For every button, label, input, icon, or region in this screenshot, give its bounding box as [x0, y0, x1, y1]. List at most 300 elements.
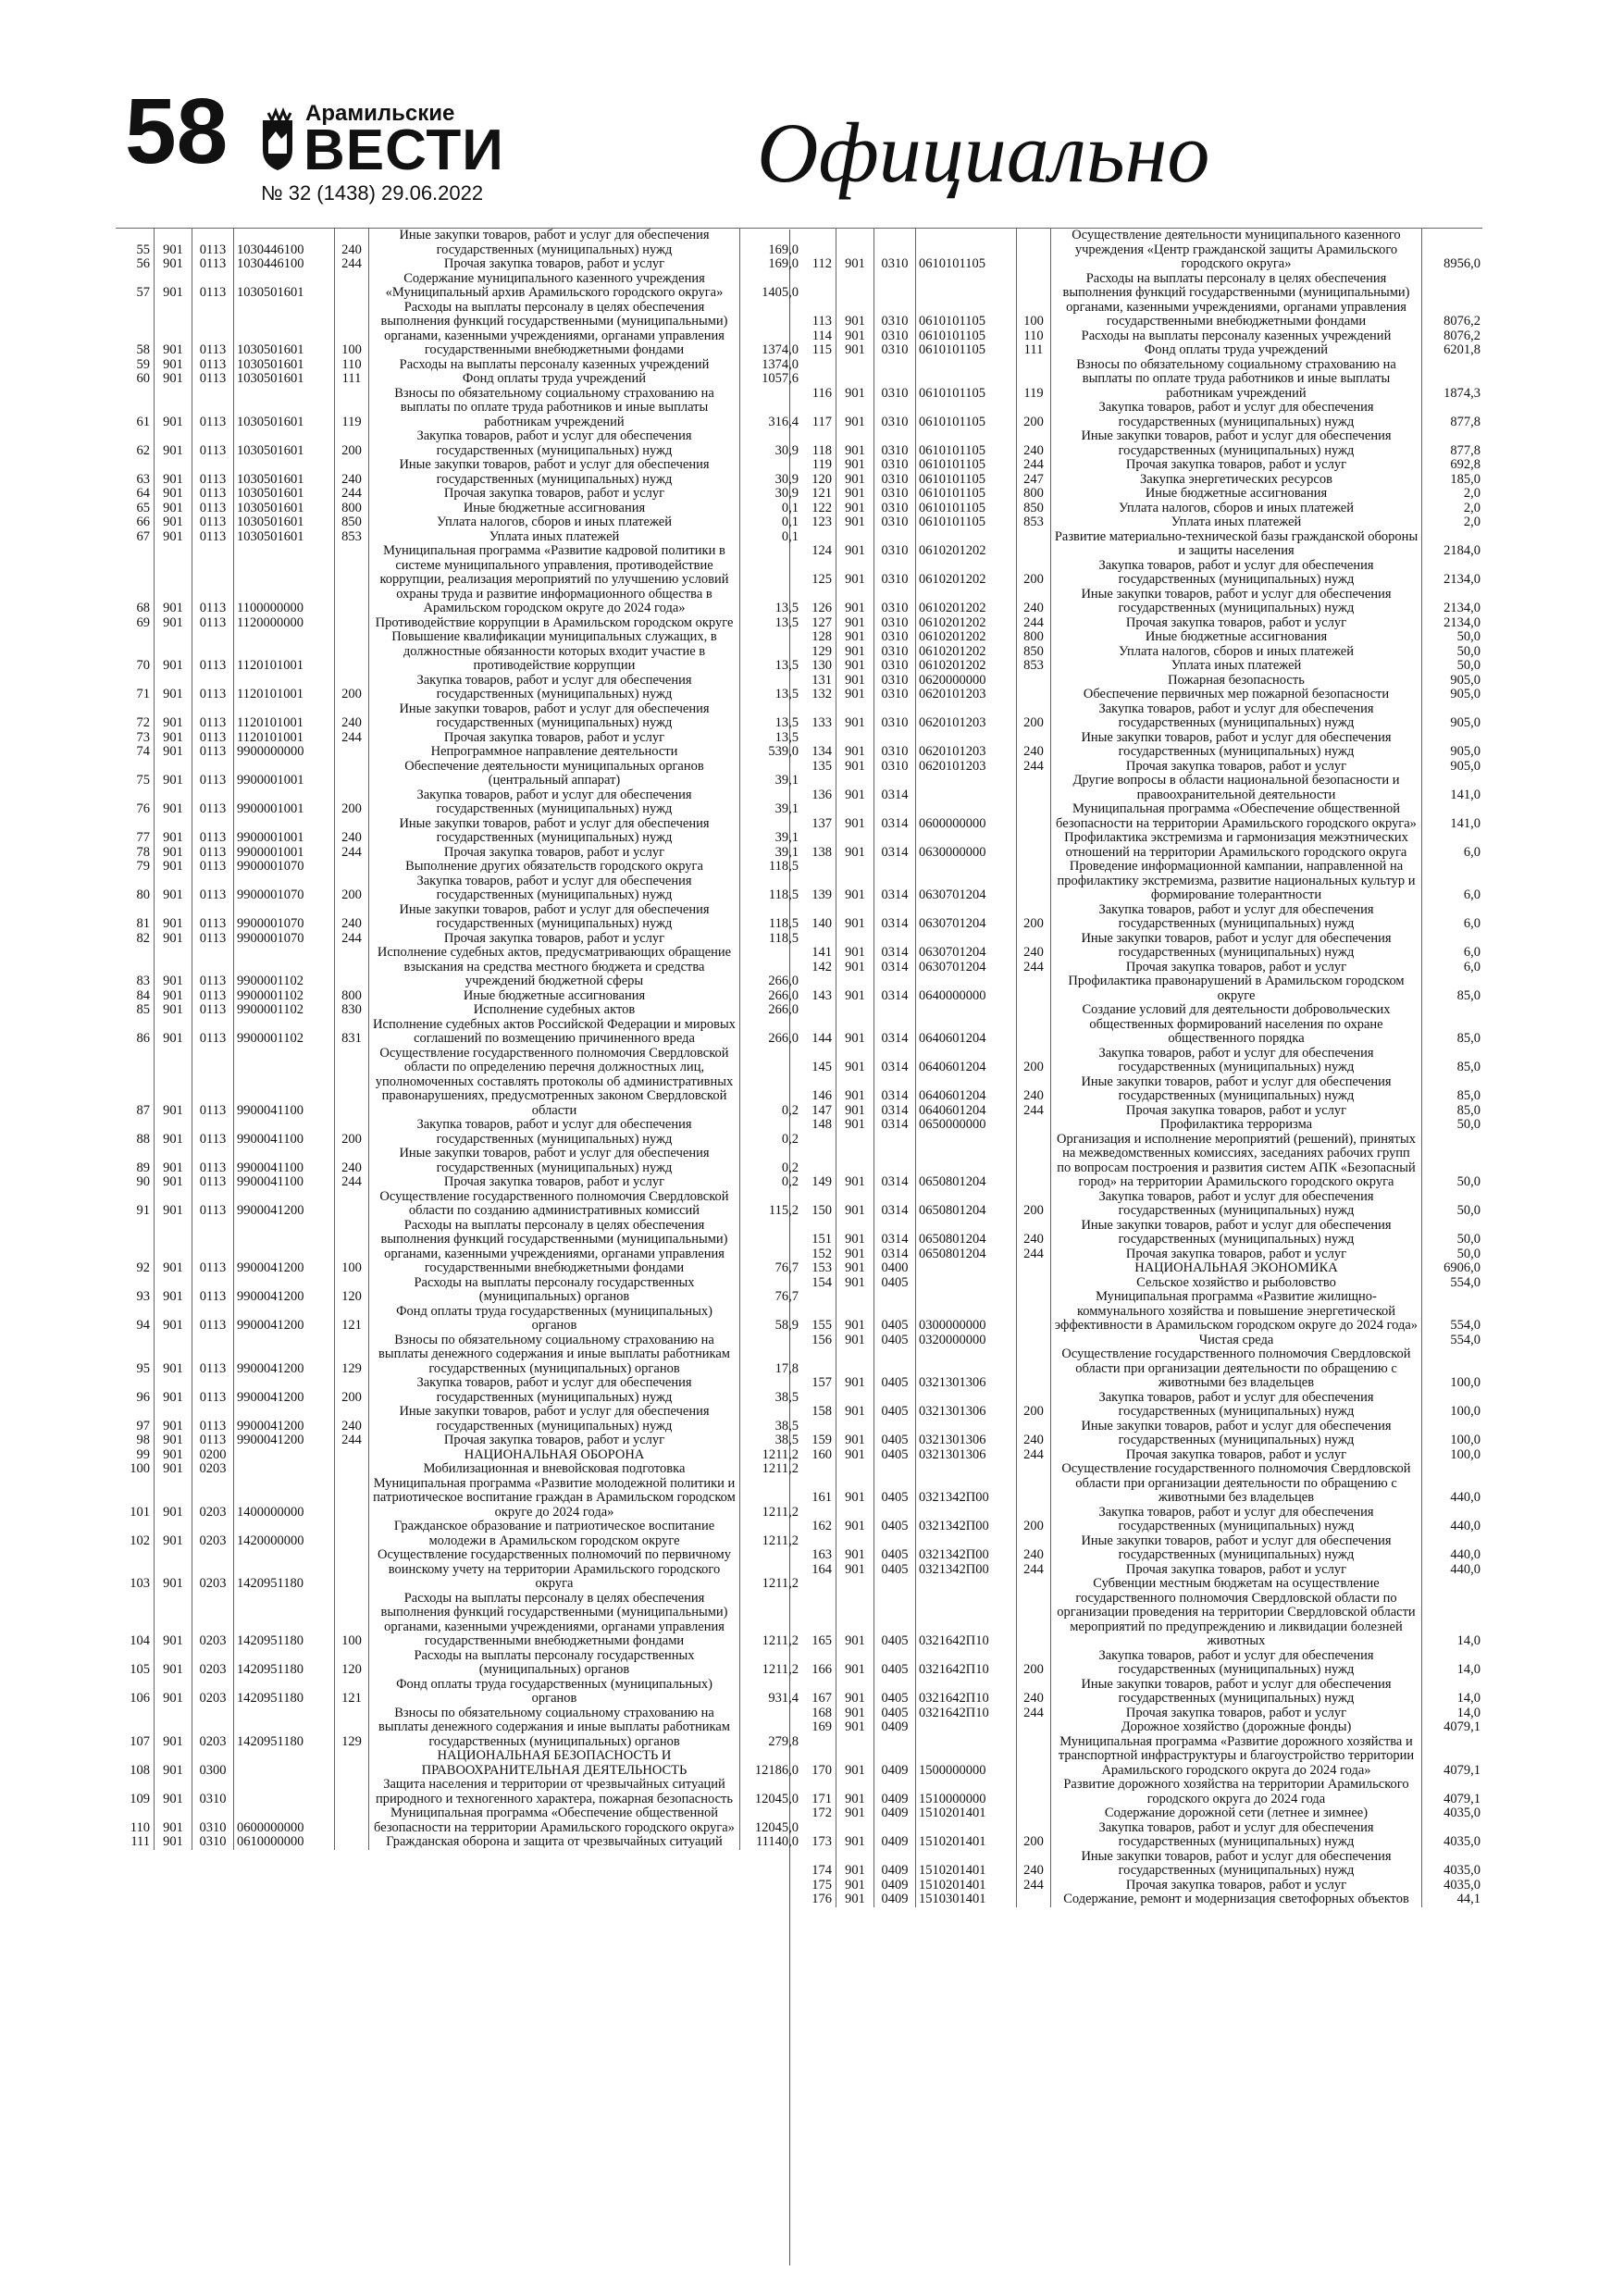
description: Иные закупки товаров, работ и услуг для обеспечения государственных (муниципальных) нужд: [369, 702, 740, 731]
target-code: 0610101105: [916, 343, 1017, 358]
section-code: 0310: [874, 487, 916, 502]
table-row: [798, 1563, 1482, 1578]
description: Сельское хозяйство и рыболовство: [1051, 1276, 1422, 1291]
admin-code: 901: [155, 745, 192, 760]
admin-code: 901: [836, 860, 874, 903]
admin-code: 901: [155, 1649, 192, 1678]
row-number: 124: [812, 543, 832, 558]
table-row: [116, 1806, 800, 1835]
admin-code: 901: [836, 502, 874, 516]
target-code: 0610101105: [916, 229, 1017, 272]
section-code: 0113: [192, 1147, 234, 1175]
row-number: 57: [136, 285, 150, 300]
admin-code: 901: [155, 1175, 192, 1190]
table-row: [798, 1247, 1482, 1262]
table-row: [798, 831, 1482, 860]
admin-code: 901: [155, 1003, 192, 1018]
expense-type-code: 244: [1017, 616, 1051, 631]
description: Прочая закупка товаров, работ и услуг: [369, 932, 740, 947]
admin-code: 901: [836, 702, 874, 731]
table-row: [798, 515, 1482, 530]
row-number: 60: [136, 371, 150, 386]
row-number: 111: [130, 1834, 150, 1849]
amount: 185,0: [1422, 473, 1483, 488]
section-code: 0310: [874, 559, 916, 588]
target-code: 1420951180: [234, 1548, 335, 1592]
row-number: 104: [130, 1633, 150, 1648]
amount: 11140,0: [740, 1835, 801, 1850]
target-code: 1120000000: [234, 616, 335, 631]
target-code: 0650801204: [916, 1247, 1017, 1262]
admin-code: 901: [836, 1448, 874, 1463]
admin-code: 901: [155, 1118, 192, 1147]
admin-code: 901: [155, 515, 192, 530]
admin-code: 901: [836, 1420, 874, 1448]
admin-code: 901: [836, 1893, 874, 1907]
expense-type-code: 850: [1017, 502, 1051, 516]
description: Иные бюджетные ассигнования: [369, 502, 740, 516]
row-number: 158: [812, 1404, 832, 1419]
admin-code: 901: [155, 616, 192, 631]
description: Иные закупки товаров, работ и услуг для обеспечения государственных (муниципальных) нужд: [1051, 1678, 1422, 1706]
target-code: 0321642П10: [916, 1577, 1017, 1649]
admin-code: 901: [836, 473, 874, 488]
amount: 50,0: [1422, 630, 1483, 645]
admin-code: 901: [836, 1879, 874, 1893]
description: Закупка товаров, работ и услуг для обеспечения государственных (муниципальных) нужд: [1051, 1506, 1422, 1534]
admin-code: 901: [836, 831, 874, 860]
expense-type-code: 200: [1017, 702, 1051, 731]
description: Исполнение судебных актов, предусматривающих обращение взыскания на средства местного бюджета и средства учреждений бюджетной сферы: [369, 946, 740, 989]
admin-code: 901: [155, 1592, 192, 1649]
admin-code: 901: [155, 1147, 192, 1175]
target-code: 1510201401: [916, 1879, 1017, 1893]
row-number: 72: [136, 715, 150, 730]
row-number: 156: [812, 1332, 832, 1347]
row-number: 161: [812, 1490, 832, 1505]
row-number: 99: [136, 1446, 150, 1462]
section-code: 0113: [192, 1219, 234, 1276]
amount: 2134,0: [1422, 588, 1483, 616]
admin-code: 901: [155, 674, 192, 702]
amount: 0,2: [740, 1118, 801, 1147]
section-code: 0310: [874, 473, 916, 488]
expense-type-code: [1017, 974, 1051, 1003]
amount: 58,9: [740, 1305, 801, 1334]
amount: 6,0: [1422, 831, 1483, 860]
amount: 1211,2: [740, 1649, 801, 1678]
section-code: 0113: [192, 903, 234, 932]
row-number: 144: [812, 1031, 832, 1046]
row-number: 69: [136, 614, 150, 630]
target-code: 9900001102: [234, 989, 335, 1004]
description: Муниципальная программа «Развитие дорожного хозяйства и транспортной инфраструктуры и благоустройство территории Арамильского городского округа до 2024 года»: [1051, 1735, 1422, 1779]
table-row: [116, 745, 800, 760]
expense-type-code: [335, 1749, 369, 1778]
row-number: 113: [812, 314, 832, 329]
amount: 38,5: [740, 1405, 801, 1433]
row-number: 75: [136, 773, 150, 788]
section-code: 0314: [874, 1003, 916, 1047]
amount: 13,5: [740, 674, 801, 702]
target-code: 0610201202: [916, 659, 1017, 674]
target-code: 0610101105: [916, 272, 1017, 329]
expense-type-code: 240: [335, 229, 369, 258]
amount: 266,0: [740, 989, 801, 1004]
table-row: [798, 1678, 1482, 1706]
row-number: 114: [812, 328, 832, 343]
row-number: 163: [812, 1547, 832, 1562]
admin-code: 901: [836, 487, 874, 502]
description: Иные закупки товаров, работ и услуг для обеспечения государственных (муниципальных) нужд: [1051, 1850, 1422, 1879]
target-code: 1420951180: [234, 1649, 335, 1678]
row-number: 136: [812, 787, 832, 802]
section-code: 0310: [874, 616, 916, 631]
expense-type-code: 240: [1017, 1075, 1051, 1104]
section-code: 0113: [192, 1003, 234, 1018]
target-code: [234, 1448, 335, 1463]
table-row: [798, 1448, 1482, 1463]
admin-code: 901: [836, 659, 874, 674]
row-number: 141: [812, 945, 832, 960]
target-code: 0321301306: [916, 1448, 1017, 1463]
description: Прочая закупка товаров, работ и услуг: [1051, 1563, 1422, 1578]
admin-code: 901: [836, 932, 874, 961]
amount: 2134,0: [1422, 559, 1483, 588]
row-number: 84: [136, 987, 150, 1003]
expense-type-code: 240: [1017, 1219, 1051, 1247]
description: Закупка товаров, работ и услуг для обеспечения государственных (муниципальных) нужд: [369, 788, 740, 817]
expense-type-code: 244: [335, 487, 369, 502]
section-code: 0405: [874, 1678, 916, 1706]
section-code: 0310: [192, 1806, 234, 1835]
expense-type-code: [1017, 674, 1051, 689]
expense-type-code: 121: [335, 1678, 369, 1706]
description: Расходы на выплаты персоналу в целях обеспечения выполнения функций государственными (муниципальными) органами, казенными учреждениями, органами управления государственными внебюджетными фондами: [369, 1219, 740, 1276]
row-number: 68: [136, 601, 150, 615]
table-row: [798, 1879, 1482, 1893]
row-number: 98: [136, 1433, 150, 1447]
section-code: 0113: [192, 846, 234, 861]
amount: 316,4: [740, 387, 801, 430]
section-code: 0113: [192, 544, 234, 616]
table-row: [116, 875, 800, 903]
description: НАЦИОНАЛЬНАЯ ОБОРОНА: [369, 1448, 740, 1463]
expense-type-code: 129: [335, 1334, 369, 1377]
section-code: 0405: [874, 1334, 916, 1348]
admin-code: 901: [836, 429, 874, 458]
section-code: 0405: [874, 1577, 916, 1649]
admin-code: 901: [836, 401, 874, 429]
description: Уплата налогов, сборов и иных платежей: [369, 515, 740, 530]
target-code: 0321642П10: [916, 1649, 1017, 1678]
expense-type-code: 800: [335, 989, 369, 1004]
description: Закупка товаров, работ и услуг для обеспечения государственных (муниципальных) нужд: [369, 1376, 740, 1405]
section-code: 0314: [874, 774, 916, 802]
expense-type-code: 120: [335, 1276, 369, 1305]
section-code: 0113: [192, 1276, 234, 1305]
section-code: 0314: [874, 974, 916, 1003]
section-code: 0405: [874, 1534, 916, 1563]
section-code: 0310: [874, 272, 916, 329]
section-code: 0203: [192, 1706, 234, 1750]
expense-type-code: 200: [335, 1376, 369, 1405]
amount: 4035,0: [1422, 1806, 1483, 1821]
row-number: 169: [812, 1719, 832, 1734]
section-code: 0113: [192, 674, 234, 702]
amount: 14,0: [1422, 1649, 1483, 1678]
target-code: 1510301401: [916, 1893, 1017, 1907]
target-code: 0321642П10: [916, 1678, 1017, 1706]
row-number: 63: [136, 471, 150, 487]
section-code: 0200: [192, 1448, 234, 1463]
admin-code: 901: [836, 1678, 874, 1706]
target-code: 9900041200: [234, 1376, 335, 1405]
admin-code: 901: [155, 1749, 192, 1778]
row-number: 120: [812, 471, 832, 487]
row-number: 167: [812, 1691, 832, 1706]
target-code: 0610101105: [916, 502, 1017, 516]
admin-code: 901: [836, 515, 874, 530]
table-row: [798, 1462, 1482, 1506]
description: Иные закупки товаров, работ и услуг для обеспечения государственных (муниципальных) нужд: [369, 1405, 740, 1433]
row-number: 96: [136, 1389, 150, 1405]
expense-type-code: [1017, 229, 1051, 272]
admin-code: 901: [836, 1190, 874, 1219]
admin-code: 901: [836, 329, 874, 344]
admin-code: 901: [836, 1003, 874, 1047]
amount: 169,0: [740, 257, 801, 272]
row-number: 115: [812, 342, 832, 357]
section-code: 0113: [192, 875, 234, 903]
target-code: 9900001001: [234, 817, 335, 846]
amount: 39,1: [740, 817, 801, 846]
amount: 440,0: [1422, 1462, 1483, 1506]
target-code: 0630000000: [916, 831, 1017, 860]
amount: 39,1: [740, 846, 801, 861]
target-code: 1120101001: [234, 674, 335, 702]
target-code: 0650801204: [916, 1133, 1017, 1190]
target-code: [234, 1749, 335, 1778]
admin-code: 901: [836, 272, 874, 329]
section-code: 0113: [192, 616, 234, 631]
row-number: 70: [136, 658, 150, 673]
expense-type-code: 244: [1017, 1104, 1051, 1119]
table-row: [116, 1047, 800, 1119]
description: Прочая закупка товаров, работ и услуг: [1051, 961, 1422, 975]
admin-code: 901: [836, 530, 874, 559]
description: Иные закупки товаров, работ и услуг для обеспечения государственных (муниципальных) нужд: [1051, 932, 1422, 961]
target-code: 0321642П10: [916, 1706, 1017, 1721]
target-code: 1100000000: [234, 544, 335, 616]
table-row: [116, 372, 800, 387]
section-code: 0310: [874, 515, 916, 530]
expense-type-code: 240: [1017, 1850, 1051, 1879]
expense-type-code: [1017, 1577, 1051, 1649]
section-code: 0300: [192, 1749, 234, 1778]
row-number: 62: [136, 442, 150, 458]
table-row: [116, 1190, 800, 1219]
section-code: 0400: [874, 1261, 916, 1276]
amount: 39,1: [740, 788, 801, 817]
row-number: 58: [136, 342, 150, 357]
description: Муниципальная программа «Развитие жилищно-коммунального хозяйства и повышение энергетической эффективности в Арамильском городском округе до 2024 года»: [1051, 1290, 1422, 1334]
target-code: 0300000000: [916, 1290, 1017, 1334]
target-code: 0640601204: [916, 1075, 1017, 1104]
target-code: 0600000000: [916, 802, 1017, 831]
target-code: 1030501601: [234, 272, 335, 301]
budget-table-right: [798, 228, 1482, 1907]
row-number: 77: [136, 830, 150, 845]
section-code: 0203: [192, 1649, 234, 1678]
target-code: 1510201401: [916, 1806, 1017, 1821]
description: Прочая закупка товаров, работ и услуг: [1051, 1448, 1422, 1463]
section-code: 0405: [874, 1290, 916, 1334]
expense-type-code: [335, 1548, 369, 1592]
expense-type-code: [1017, 1261, 1051, 1276]
admin-code: 901: [155, 1706, 192, 1750]
admin-code: 901: [836, 1075, 874, 1104]
admin-code: 901: [836, 458, 874, 473]
table-row: [798, 1347, 1482, 1391]
expense-type-code: 200: [1017, 1047, 1051, 1075]
expense-type-code: [335, 1520, 369, 1548]
description: Обеспечение деятельности муниципальных органов (центральный аппарат): [369, 760, 740, 788]
expense-type-code: 244: [1017, 1247, 1051, 1262]
description: Муниципальная программа «Развитие молодежной политики и патриотическое воспитание граждан в Арамильском городском округе до 2024 года»: [369, 1477, 740, 1520]
table-row: [116, 1548, 800, 1592]
row-number: 159: [812, 1433, 832, 1447]
expense-type-code: 853: [1017, 659, 1051, 674]
target-code: [916, 1720, 1017, 1735]
admin-code: 901: [836, 1850, 874, 1879]
description: Закупка товаров, работ и услуг для обеспечения государственных (муниципальных) нужд: [1051, 401, 1422, 429]
admin-code: 901: [155, 502, 192, 516]
row-number: 89: [136, 1160, 150, 1175]
target-code: 0321301306: [916, 1347, 1017, 1391]
row-number: 55: [116, 229, 155, 258]
description: Иные закупки товаров, работ и услуг для обеспечения государственных (муниципальных) нужд: [369, 903, 740, 932]
description: Иные закупки товаров, работ и услуг для обеспечения государственных (муниципальных) нужд: [1051, 1420, 1422, 1448]
expense-type-code: 244: [1017, 1563, 1051, 1578]
description: Прочая закупка товаров, работ и услуг: [369, 1433, 740, 1448]
amount: 13,5: [740, 702, 801, 731]
table-row: [798, 401, 1482, 429]
table-row: [116, 1376, 800, 1405]
row-number: 61: [136, 414, 150, 429]
section-code: 0113: [192, 860, 234, 875]
target-code: 0620101203: [916, 760, 1017, 775]
target-code: 1120101001: [234, 702, 335, 731]
target-code: 9900000000: [234, 745, 335, 760]
table-row: [798, 1261, 1482, 1276]
expense-type-code: [1017, 1133, 1051, 1190]
table-row: [798, 1276, 1482, 1291]
expense-type-code: 129: [335, 1706, 369, 1750]
description: Прочая закупка товаров, работ и услуг: [369, 846, 740, 861]
admin-code: 901: [836, 688, 874, 702]
admin-code: 901: [155, 1520, 192, 1548]
description: Уплата иных платежей: [1051, 659, 1422, 674]
amount: 2134,0: [1422, 616, 1483, 631]
expense-type-code: [335, 1778, 369, 1806]
table-row: [116, 1448, 800, 1463]
row-number: 95: [136, 1360, 150, 1376]
description: Расходы на выплаты персоналу в целях обеспечения выполнения функций государственными (муниципальными) органами, казенными учреждениями, органами управления государственными внебюджетными фондами: [369, 1592, 740, 1649]
section-code: 0113: [192, 301, 234, 358]
amount: 0,2: [740, 1147, 801, 1175]
section-code: 0314: [874, 1247, 916, 1262]
admin-code: 901: [155, 257, 192, 272]
target-code: 9900041200: [234, 1305, 335, 1334]
page-number: 58: [125, 80, 229, 183]
description: Иные закупки товаров, работ и услуг для обеспечения государственных (муниципальных) нужд: [369, 1147, 740, 1175]
section-code: 0310: [874, 645, 916, 660]
table-row: [798, 487, 1482, 502]
row-number: 160: [812, 1446, 832, 1462]
row-number: 92: [136, 1260, 150, 1275]
expense-type-code: 200: [1017, 1821, 1051, 1850]
amount: 440,0: [1422, 1534, 1483, 1563]
section-code: 0314: [874, 802, 916, 831]
table-row: [798, 860, 1482, 903]
row-number: 135: [812, 758, 832, 774]
amount: 100,0: [1422, 1420, 1483, 1448]
section-code: 0113: [192, 515, 234, 530]
newspaper-logo: [259, 101, 504, 185]
target-code: 9900041200: [234, 1405, 335, 1433]
amount: 100,0: [1422, 1347, 1483, 1391]
description: Обеспечение первичных мер пожарной безопасности: [1051, 688, 1422, 702]
target-code: 0321301306: [916, 1420, 1017, 1448]
admin-code: 901: [155, 989, 192, 1004]
target-code: [916, 1261, 1017, 1276]
description: Уплата иных платежей: [1051, 515, 1422, 530]
table-row: [798, 329, 1482, 344]
table-row: [116, 1649, 800, 1678]
target-code: 9900001001: [234, 788, 335, 817]
admin-code: 901: [836, 1821, 874, 1850]
expense-type-code: [1017, 1778, 1051, 1806]
admin-code: 901: [836, 1706, 874, 1721]
section-code: 0314: [874, 1133, 916, 1190]
section-code: 0405: [874, 1391, 916, 1420]
amount: 12045,0: [740, 1806, 801, 1835]
section-code: 0310: [874, 229, 916, 272]
admin-code: 901: [836, 616, 874, 631]
target-code: 0600000000: [234, 1806, 335, 1835]
table-row: [798, 530, 1482, 559]
row-number: 67: [136, 528, 150, 544]
section-code: 0405: [874, 1448, 916, 1463]
section-code: 0409: [874, 1850, 916, 1879]
expense-type-code: [1017, 860, 1051, 903]
row-number: 83: [136, 974, 150, 988]
expense-type-code: [335, 1047, 369, 1119]
amount: 905,0: [1422, 702, 1483, 731]
table-row: [798, 616, 1482, 631]
section-code: 0113: [192, 229, 234, 258]
amount: 100,0: [1422, 1391, 1483, 1420]
table-row: [798, 1649, 1482, 1678]
admin-code: 901: [836, 1261, 874, 1276]
admin-code: 901: [155, 1806, 192, 1835]
row-number: 64: [136, 486, 150, 501]
target-code: 0610201202: [916, 645, 1017, 660]
amount: 50,0: [1422, 1118, 1483, 1133]
amount: 1211,2: [740, 1477, 801, 1520]
expense-type-code: 200: [1017, 1649, 1051, 1678]
